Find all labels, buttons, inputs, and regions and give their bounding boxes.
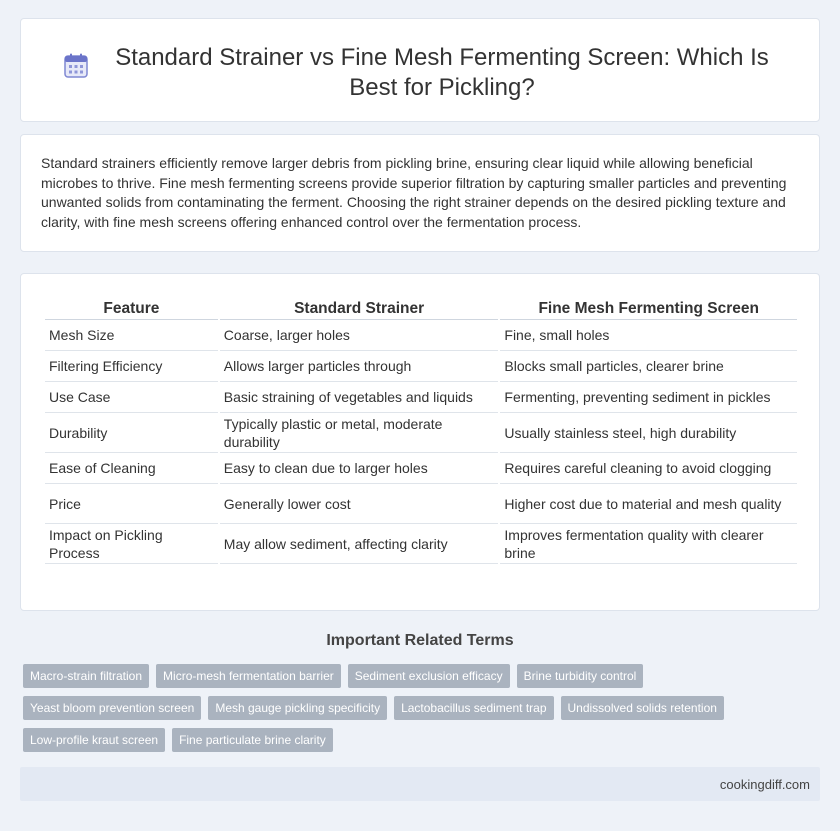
table-cell: Use Case — [45, 382, 218, 413]
table-cell: Fermenting, preventing sediment in pickles — [500, 382, 797, 413]
table-cell: Higher cost due to material and mesh quality — [500, 484, 797, 524]
table-cell: Typically plastic or metal, moderate durability — [220, 413, 499, 453]
table-row — [45, 484, 797, 524]
table-cell: Coarse, larger holes — [220, 320, 499, 351]
related-term-tag[interactable]: Micro-mesh fermentation barrier — [156, 664, 341, 688]
table-cell: Price — [45, 484, 218, 524]
header-fine-mesh-screen: Fine Mesh Fermenting Screen — [500, 296, 797, 320]
table-cell: Generally lower cost — [220, 484, 499, 524]
table-cell: Blocks small particles, clearer brine — [500, 351, 797, 382]
title-card — [20, 18, 820, 122]
table-row — [45, 351, 797, 382]
table-cell: Allows larger particles through — [220, 351, 499, 382]
related-term-tag[interactable]: Fine particulate brine clarity — [172, 728, 333, 752]
table-row — [45, 413, 797, 453]
table-cell: Mesh Size — [45, 320, 218, 351]
table-cell: Basic straining of vegetables and liquids — [220, 382, 499, 413]
comparison-card — [20, 273, 820, 611]
table-cell: Impact on Pickling Process — [45, 524, 218, 564]
related-term-tag[interactable]: Macro-strain filtration — [23, 664, 149, 688]
header-feature: Feature — [45, 296, 218, 320]
related-term-tag[interactable]: Sediment exclusion efficacy — [348, 664, 510, 688]
intro-paragraph: Standard strainers efficiently remove larger debris from pickling brine, ensuring clear liquid while allowing beneficial microbes to thrive. Fine mesh fermenting screens provide superior filtration by capturing smaller particles and preventing unwanted solids from contaminating the ferment. Choosing the right strainer depends on the desired pickling texture and clarity, with fine mesh screens offering enhanced control over the fermentation process. — [41, 155, 787, 230]
table-row — [45, 320, 797, 351]
title-row — [21, 19, 819, 103]
table-cell: May allow sediment, affecting clarity — [220, 524, 499, 564]
table-cell: Fine, small holes — [500, 320, 797, 351]
related-term-tag[interactable]: Low-profile kraut screen — [23, 728, 165, 752]
table-cell: Filtering Efficiency — [45, 351, 218, 382]
table-cell: Durability — [45, 413, 218, 453]
table-row — [45, 524, 797, 564]
table-cell: Requires careful cleaning to avoid clogging — [500, 453, 797, 484]
table-header-row — [45, 296, 797, 320]
related-term-tag[interactable]: Undissolved solids retention — [561, 696, 724, 720]
footer — [20, 767, 820, 801]
related-term-tag[interactable]: Brine turbidity control — [517, 664, 644, 688]
table-row — [45, 382, 797, 413]
table-cell: Usually stainless steel, high durability — [500, 413, 797, 453]
comparison-table — [43, 296, 799, 564]
table-cell: Ease of Cleaning — [45, 453, 218, 484]
footer-site-link[interactable]: cookingdiff.com — [719, 776, 810, 792]
table-cell: Improves fermentation quality with clearer brine — [500, 524, 797, 564]
related-term-tag[interactable]: Yeast bloom prevention screen — [23, 696, 201, 720]
related-terms-heading: Important Related Terms — [326, 632, 514, 649]
intro-card — [20, 134, 820, 252]
related-terms-list — [23, 664, 743, 752]
header-standard-strainer: Standard Strainer — [220, 296, 499, 320]
table-row — [45, 453, 797, 484]
related-term-tag[interactable]: Lactobacillus sediment trap — [394, 696, 553, 720]
table-cell: Easy to clean due to larger holes — [220, 453, 499, 484]
related-term-tag[interactable]: Mesh gauge pickling specificity — [208, 696, 387, 720]
calendar-icon — [61, 51, 91, 81]
page-title: Standard Strainer vs Fine Mesh Fermenting Screen: Which Is Best for Pickling? — [115, 44, 769, 101]
